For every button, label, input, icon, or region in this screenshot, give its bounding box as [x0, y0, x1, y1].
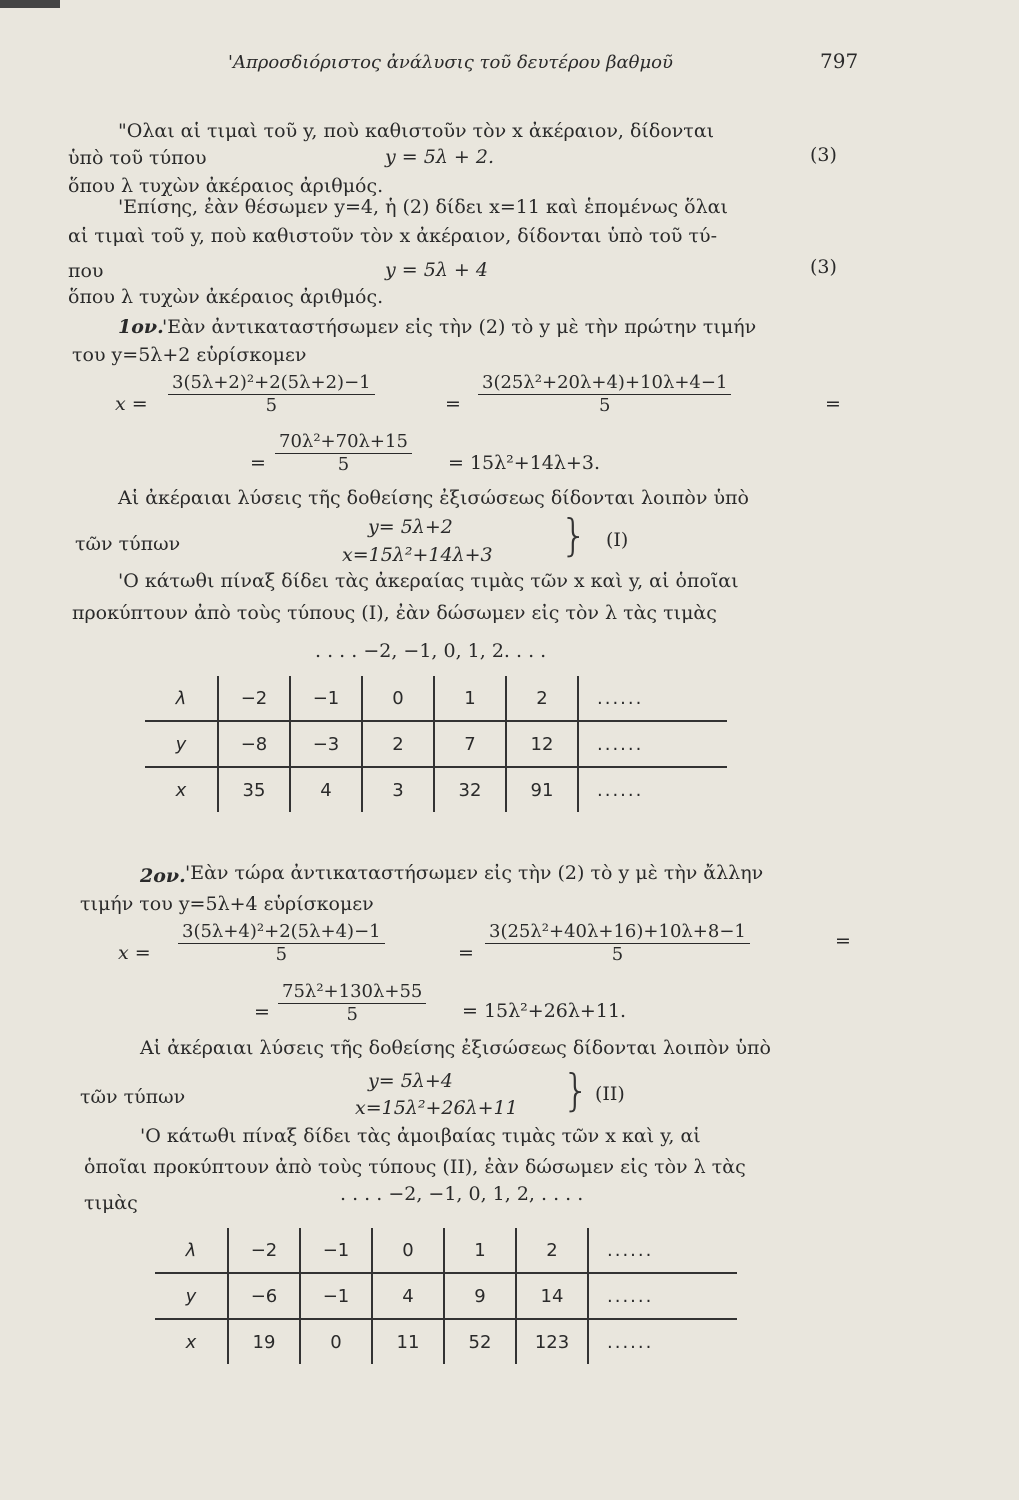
running-header: 'Απροσδιόριστος ἀνάλυσις τοῦ δευτέρου βαθμοῦ [228, 52, 673, 73]
fraction-denominator: 5 [346, 1004, 358, 1025]
x-equals: x = [118, 942, 151, 964]
fraction-numerator: 70λ²+70λ+15 [275, 431, 412, 454]
row-label: y [145, 721, 218, 767]
fraction-numerator: 3(5λ+4)²+2(5λ+4)−1 [178, 921, 385, 944]
table-cell: 91 [506, 767, 578, 812]
case2-label: 2ον. [140, 865, 186, 887]
table-cell: −1 [300, 1228, 372, 1273]
table-cell-ellipsis: ...... [578, 676, 727, 721]
table-cell: −1 [300, 1273, 372, 1319]
table-cell: 2 [362, 721, 434, 767]
table-row-lambda [155, 1228, 737, 1273]
equation-tag: (3) [810, 144, 837, 166]
fraction-denominator: 5 [265, 395, 278, 416]
table-cell: 2 [516, 1228, 588, 1273]
table-cell: 0 [372, 1228, 444, 1273]
table-cell: 11 [372, 1319, 444, 1364]
fraction-2 [478, 372, 731, 417]
equals-sign: = [458, 942, 474, 964]
table-cell: 32 [434, 767, 506, 812]
solutions-line: Αἱ ἀκέραιαι λύσεις τῆς δοθείσης ἐξισώσεως δίδονται λοιπὸν ὑπὸ [118, 487, 749, 509]
system-tag: (I) [606, 529, 629, 551]
case1-label: 1ον. [118, 316, 164, 338]
row-label: λ [175, 687, 187, 709]
table-cell: −1 [290, 676, 362, 721]
equals-sign: = [250, 452, 266, 474]
table-cell-ellipsis: ...... [578, 767, 727, 812]
table-cell: 0 [300, 1319, 372, 1364]
system-tag: (II) [595, 1083, 625, 1105]
table-row-x [155, 1319, 737, 1364]
table-cell: 12 [506, 721, 578, 767]
para2-line1: 'Επίσης, ἐὰν θέσωμεν y=4, ἡ (2) δίδει x=11 καὶ ἑπομένως ὅλαι [118, 196, 728, 218]
table-row-y [155, 1273, 737, 1319]
fraction-denominator: 5 [611, 944, 624, 965]
table-row-x [145, 767, 727, 812]
table-row-y [145, 721, 727, 767]
row-label: x [145, 767, 218, 812]
table-cell: 35 [218, 767, 290, 812]
table-intro-line1: 'Ο κάτωθι πίναξ δίδει τὰς ἀμοιβαίας τιμὰς τῶν x καὶ y, αἱ [140, 1125, 701, 1147]
table-cell: 123 [516, 1319, 588, 1364]
para1-line3: ὅπου λ τυχὼν ἀκέραιος ἀριθμός. [68, 175, 384, 197]
values-table-1 [145, 676, 727, 812]
para2-line3-lead: που [68, 260, 104, 282]
result-expression: = 15λ²+26λ+11. [462, 1000, 627, 1022]
fraction-1 [168, 372, 375, 417]
fraction-3 [278, 981, 426, 1026]
row-label: λ [185, 1239, 197, 1261]
system-x: x=15λ²+26λ+11 [355, 1097, 518, 1119]
case1-line1: 'Εὰν ἀντικαταστήσωμεν εἰς τὴν (2) τὸ y μὲ τὴν πρώτην τιμήν [162, 316, 757, 338]
table-cell: 7 [434, 721, 506, 767]
fraction-numerator: 3(5λ+2)²+2(5λ+2)−1 [168, 372, 375, 395]
fraction-numerator: 3(25λ²+40λ+16)+10λ+8−1 [485, 921, 750, 944]
scan-edge [0, 0, 60, 8]
right-brace: } [560, 510, 588, 561]
system-x: x=15λ²+14λ+3 [342, 544, 493, 566]
table-cell-ellipsis: ...... [588, 1228, 737, 1273]
fraction-2 [485, 921, 750, 966]
types-label: τῶν τύπων [75, 533, 181, 555]
table-cell: −3 [290, 721, 362, 767]
para1-line1: "Ολαι αἱ τιμαὶ τοῦ y, ποὺ καθιστοῦν τὸν x ἀκέραιον, δίδονται [118, 120, 715, 142]
equation-tag: (3) [810, 256, 837, 278]
fraction-1 [178, 921, 385, 966]
table-cell: 3 [362, 767, 434, 812]
table-intro-line2: προκύπτουν ἀπὸ τοὺς τύπους (I), ἐὰν δώσωμεν εἰς τὸν λ τὰς τιμὰς [72, 602, 717, 624]
table-cell: −2 [228, 1228, 300, 1273]
table-cell: 2 [506, 676, 578, 721]
para2-line4: ὅπου λ τυχὼν ἀκέραιος ἀριθμός. [68, 286, 384, 308]
right-brace: } [562, 1065, 590, 1116]
formula-y-5l-2: y = 5λ + 2. [385, 146, 494, 168]
fraction-numerator: 3(25λ²+20λ+4)+10λ+4−1 [478, 372, 731, 395]
case2-line1: 'Εὰν τώρα ἀντικαταστήσωμεν εἰς τὴν (2) τὸ y μὲ τὴν ἄλλην [185, 862, 764, 884]
fraction-denominator: 5 [337, 454, 350, 475]
table-cell: 1 [434, 676, 506, 721]
result-expression: = 15λ²+14λ+3. [448, 452, 600, 474]
table-intro-line1: 'Ο κάτωθι πίναξ δίδει τὰς ἀκεραίας τιμὰς τῶν x καὶ y, αἱ ὁποῖαι [118, 570, 739, 592]
table-cell: −2 [218, 676, 290, 721]
table-cell: 1 [444, 1228, 516, 1273]
equals-sign: = [254, 1001, 270, 1023]
table-cell-ellipsis: ...... [578, 721, 727, 767]
row-label: y [155, 1273, 228, 1319]
solutions-line: Αἱ ἀκέραιαι λύσεις τῆς δοθείσης ἐξισώσεως δίδονται λοιπὸν ὑπὸ [140, 1037, 771, 1059]
table-cell: −6 [228, 1273, 300, 1319]
table-cell: 4 [372, 1273, 444, 1319]
equals-sign: = [825, 393, 841, 415]
para1-line2-lead: ὑπὸ τοῦ τύπου [68, 147, 207, 169]
table-cell: −8 [218, 721, 290, 767]
fraction-3 [275, 431, 412, 476]
case1-line2: του y=5λ+2 εὑρίσκομεν [72, 344, 307, 366]
lambda-values: . . . . −2, −1, 0, 1, 2, . . . . [340, 1183, 584, 1205]
system-y: y= 5λ+2 [368, 516, 453, 538]
table-cell-ellipsis: ...... [588, 1319, 737, 1364]
fraction-denominator: 5 [275, 944, 288, 965]
x-equals: x = [115, 393, 148, 415]
table-cell: 0 [362, 676, 434, 721]
equals-sign: = [445, 393, 461, 415]
row-label: x [155, 1319, 228, 1364]
equals-sign: = [835, 930, 851, 952]
table-cell-ellipsis: ...... [588, 1273, 737, 1319]
para2-line2: αἱ τιμαὶ τοῦ y, ποὺ καθιστοῦν τὸν x ἀκέραιον, δίδονται ὑπὸ τοῦ τύ- [68, 225, 717, 247]
table-cell: 4 [290, 767, 362, 812]
types-label: τῶν τύπων [80, 1086, 186, 1108]
table-cell: 9 [444, 1273, 516, 1319]
table-cell: 14 [516, 1273, 588, 1319]
fraction-denominator: 5 [598, 395, 611, 416]
table-cell: 52 [444, 1319, 516, 1364]
system-y: y= 5λ+4 [368, 1070, 453, 1092]
lambda-values: . . . . −2, −1, 0, 1, 2. . . . [315, 640, 547, 662]
page-number: 797 [820, 49, 859, 73]
fraction-numerator: 75λ²+130λ+55 [278, 981, 426, 1004]
table-intro-line3: τιμὰς [84, 1192, 138, 1214]
table-intro-line2: ὁποῖαι προκύπτουν ἀπὸ τοὺς τύπους (II), ἐὰν δώσωμεν εἰς τὸν λ τὰς [84, 1156, 746, 1178]
table-row-lambda [145, 676, 727, 721]
formula-y-5l-4: y = 5λ + 4 [385, 259, 488, 281]
case2-line2: τιμήν του y=5λ+4 εὑρίσκομεν [80, 893, 374, 915]
table-cell: 19 [228, 1319, 300, 1364]
values-table-2 [155, 1228, 737, 1364]
